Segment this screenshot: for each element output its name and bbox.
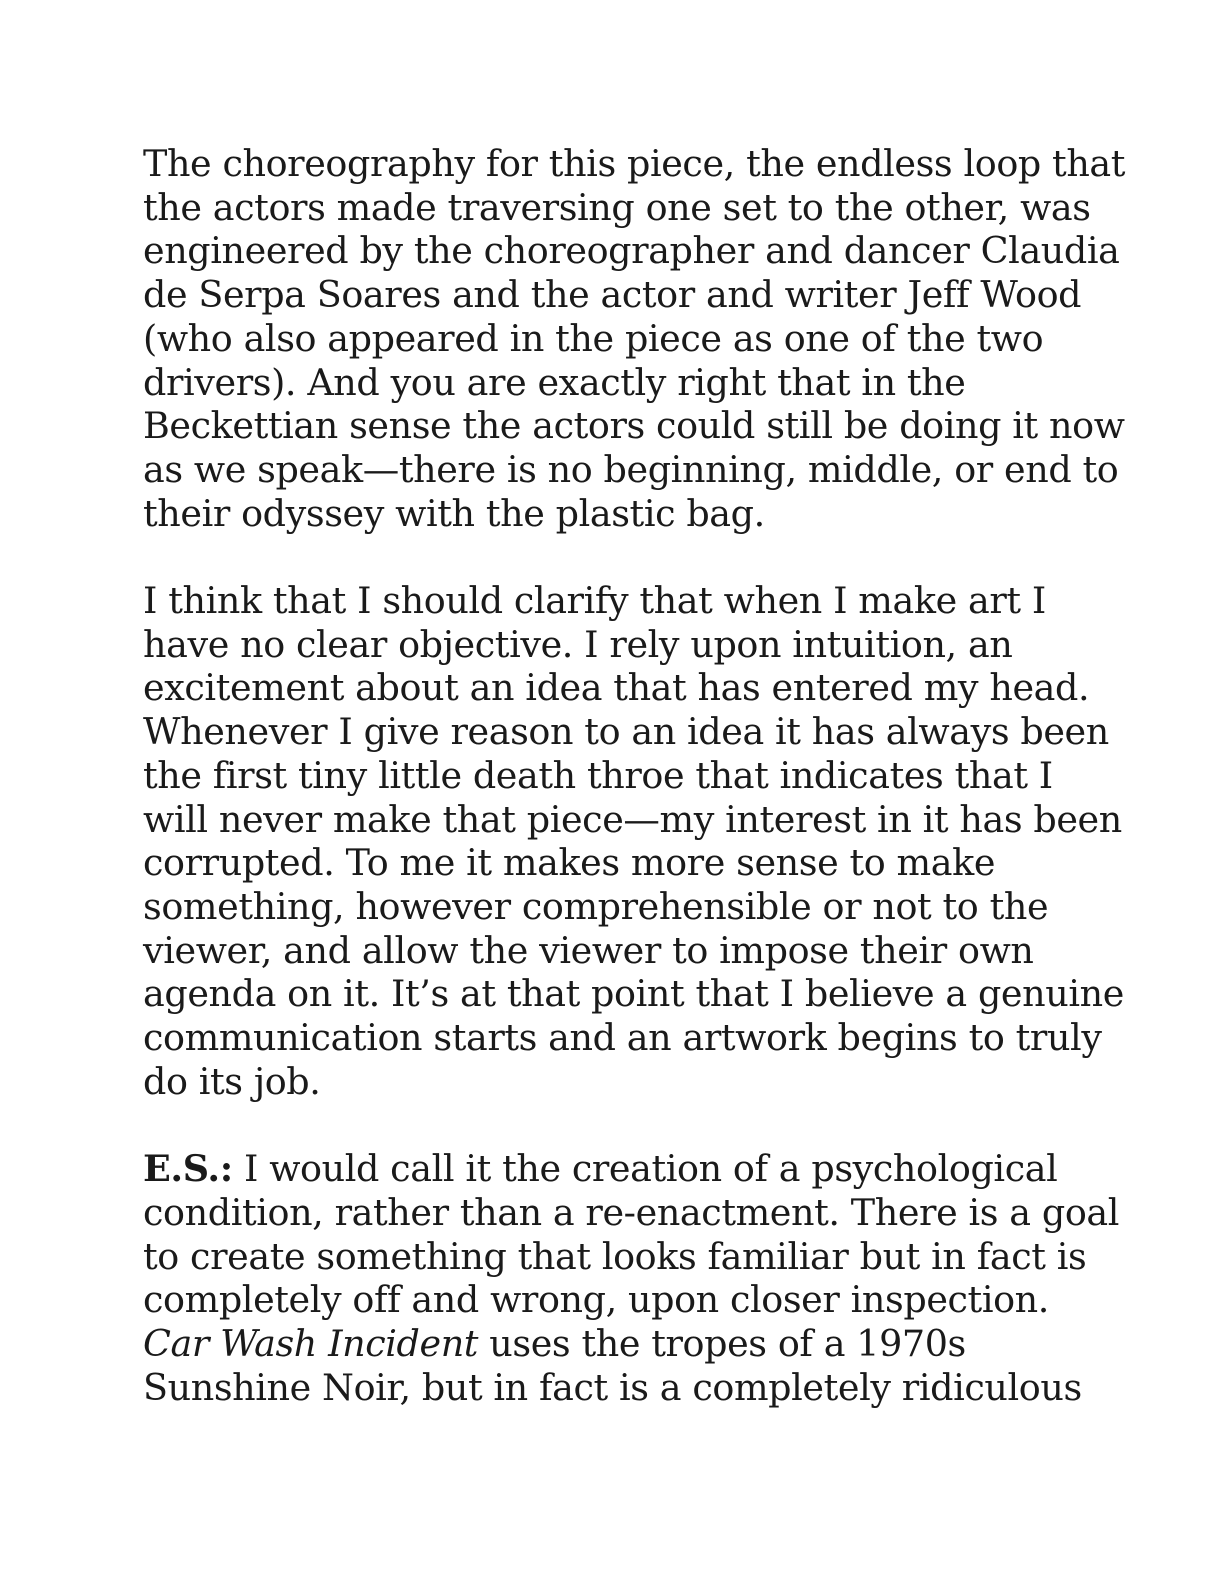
text-fragment: I would call it the creation of a psychological [232,1147,1058,1191]
text-line: will never make that piece—my interest in it has been [143,797,1122,841]
paragraph-es-response [143,1147,1120,1409]
text-line [143,1322,1083,1366]
text-line: condition, rather than a re-enactment. There is a goal [143,1190,1120,1234]
text-line: do its job. [143,1059,321,1103]
text-line: something, however comprehensible or not to the [143,884,1049,928]
text-line: the first tiny little death throe that indicates that I [143,753,1053,797]
text-line: Beckettian sense the actors could still be doing it now [143,404,1125,448]
text-line: completely off and wrong, upon closer inspection. [143,1278,1049,1322]
text-line: excitement about an idea that has entered my head. [143,666,1090,710]
text-line: drivers). And you are exactly right that in the [143,360,966,404]
text-line: their odyssey with the plastic bag. [143,491,765,535]
text-line: Whenever I give reason to an idea it has always been [143,710,1109,754]
document-page [143,142,1126,1453]
text-line: The choreography for this piece, the endless loop that [143,142,1126,185]
text-line: I think that I should clarify that when I make art I [143,579,1046,623]
text-line: communication starts and an artwork begins to truly [143,1016,1102,1060]
text-line: corrupted. To me it makes more sense to make [143,841,996,885]
paragraph-clarify [143,579,1124,1103]
text-line: Sunshine Noir, but in fact is a completely ridiculous [143,1365,1082,1409]
speaker-label: E.S.: [143,1147,233,1191]
text-line: engineered by the choreographer and dancer Claudia [143,229,1120,273]
text-line [143,1147,1083,1191]
text-line: (who also appeared in the piece as one of the two [143,316,1044,360]
text-line: to create something that looks familiar but in fact is [143,1234,1087,1278]
text-fragment: uses the tropes of a 1970s [478,1321,966,1365]
text-line: the actors made traversing one set to the other, was [143,185,1091,229]
text-line: as we speak—there is no beginning, middle, or end to [143,447,1119,491]
work-title: Car Wash Incident [143,1321,479,1365]
text-line: agenda on it. It’s at that point that I believe a genuine [143,972,1124,1016]
text-line: have no clear objective. I rely upon intuition, an [143,622,1013,666]
text-line: viewer, and allow the viewer to impose their own [143,928,1034,972]
text-line: de Serpa Soares and the actor and writer Jeff Wood [143,273,1082,317]
paragraph-choreography [143,142,1126,535]
